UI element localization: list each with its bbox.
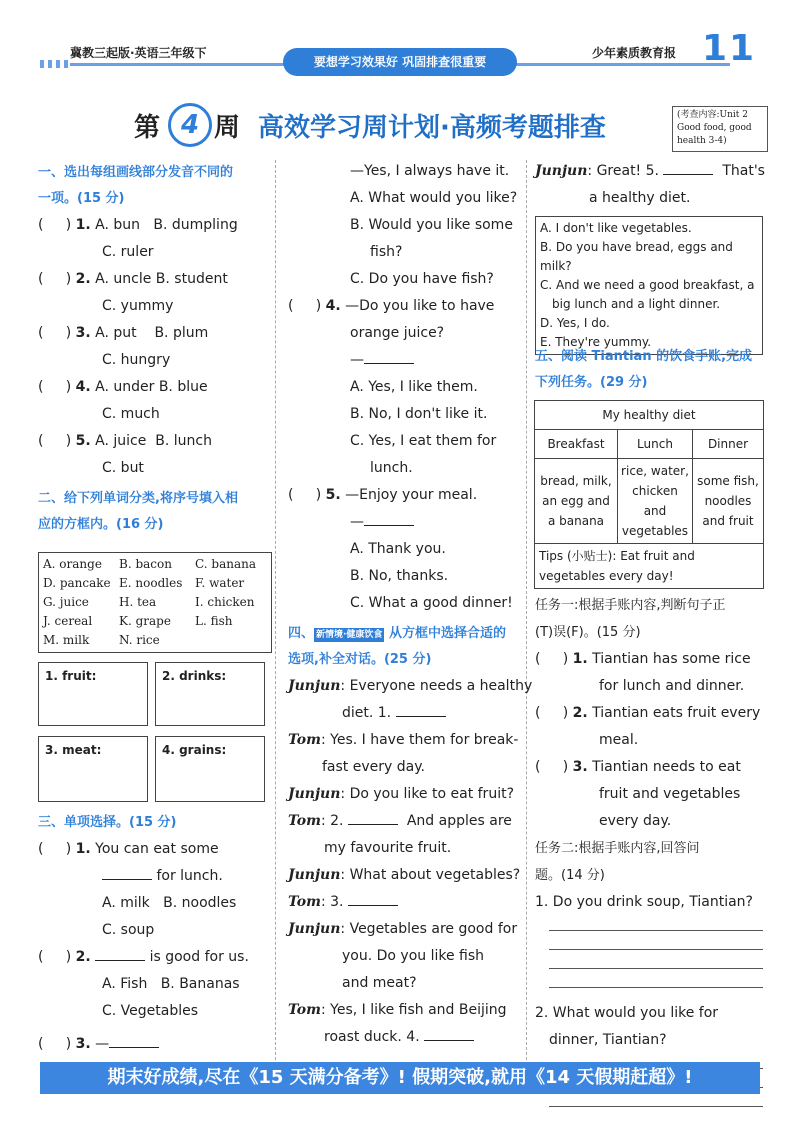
category-box-grains[interactable]: [155, 736, 265, 802]
question-text: meal.: [599, 732, 639, 748]
category-label: 4. grains:: [162, 743, 227, 757]
dialogue-line: [288, 862, 520, 889]
answer-blank[interactable]: [424, 1026, 474, 1041]
question-text: 2. What would you like for: [535, 1005, 719, 1021]
word: M. milk: [43, 633, 90, 647]
dialogue-text: That's: [722, 163, 765, 179]
question-number: 3.: [75, 325, 91, 341]
option-a: A. put: [95, 325, 137, 341]
speaker: Junjun: [288, 867, 341, 883]
option-c: C. ruler: [102, 244, 154, 260]
table-header: Dinner: [693, 430, 764, 459]
dialogue-text: and meat?: [342, 975, 417, 991]
dialogue-text: fast every day.: [322, 759, 425, 775]
question-number: 3.: [572, 759, 588, 775]
word-row: [43, 555, 267, 574]
week-number-badge: 4: [168, 103, 212, 147]
section-heading: 下列任务。(29 分): [535, 375, 648, 390]
speaker: Tom: [288, 732, 321, 748]
table-cell: some fish, noodles and fruit: [693, 459, 764, 544]
word-row: [43, 593, 267, 612]
week-prefix: 第: [134, 113, 161, 143]
option-a: A. What would you like?: [350, 190, 518, 206]
option-a: A. Yes, I like them.: [350, 379, 478, 395]
page-title: 高效学习周计划·高频考题排查: [258, 113, 606, 143]
category-label: 3. meat:: [45, 743, 102, 757]
speaker: Junjun: [288, 786, 341, 802]
task-heading: 任务二:根据手账内容,回答问: [535, 841, 700, 856]
option-b: B. Bananas: [160, 976, 240, 992]
question-number: 2.: [75, 949, 91, 965]
option-c: C. yummy: [102, 298, 174, 314]
option-c: C. hungry: [102, 352, 171, 368]
paper-name: 少年素质教育报: [592, 46, 677, 60]
word-row: [43, 612, 267, 631]
question-text: Tiantian needs to eat: [592, 759, 741, 775]
question-text: for lunch and dinner.: [599, 678, 745, 694]
dialogue-text: : Yes. I have them for break-: [320, 732, 519, 748]
question-text: dinner, Tiantian?: [549, 1032, 667, 1048]
section-heading: 选项,补全对话。(25 分): [288, 652, 432, 667]
list-item: ( ) 2. Tiantian eats fruit every: [535, 705, 761, 721]
option-a: A. under: [95, 379, 155, 395]
dialogue-text: you. Do you like fish: [342, 948, 485, 964]
dialogue-line: [288, 673, 533, 700]
section-number: 四、: [288, 626, 315, 641]
table-cell: bread, milk, an egg and a banana: [535, 459, 618, 544]
option-c: C. Yes, I eat them for: [350, 433, 497, 449]
question-number: 1.: [75, 217, 91, 233]
options-row: [38, 971, 270, 998]
dialogue-text: diet. 1.: [342, 705, 392, 721]
table-header: Lunch: [618, 430, 693, 459]
header-stripes: [40, 60, 70, 68]
list-item: ( ) 4. A. under B. blue: [38, 379, 208, 395]
word: L. fish: [195, 614, 233, 628]
option-b: B. student: [155, 271, 228, 287]
question-text: for lunch.: [156, 868, 223, 884]
question-number: 2.: [572, 705, 588, 721]
section-3: [38, 810, 270, 1058]
word-row: [43, 574, 267, 593]
option-b: B. Would you like some: [350, 217, 513, 233]
option-item: D. Yes, I do.: [540, 316, 610, 330]
option-c: C. much: [102, 406, 160, 422]
question-text: [288, 347, 520, 374]
table-title: My healthy diet: [535, 401, 764, 430]
options-row: [38, 890, 270, 917]
list-item: ( ) 4. —Do you like to have: [288, 298, 495, 314]
word-bank: [38, 552, 272, 653]
question-number: 5.: [75, 433, 91, 449]
option-b: B. blue: [158, 379, 208, 395]
word: N. rice: [119, 633, 160, 647]
task-heading: 题。(14 分): [535, 868, 605, 883]
option-item: C. And we need a good breakfast, a: [540, 278, 755, 292]
category-label: 2. drinks:: [162, 669, 227, 683]
section-heading: 二、给下列单词分类,将序号填入相: [38, 491, 238, 506]
question-number: 5.: [325, 487, 341, 503]
question-text: —: [95, 1036, 110, 1052]
option-item: A. I don't like vegetables.: [540, 221, 692, 235]
section-heading: 一项。(15 分): [38, 191, 125, 206]
answer-blank[interactable]: [364, 511, 414, 526]
word: E. noodles: [119, 576, 183, 590]
question-text: —Enjoy your meal.: [345, 487, 478, 503]
answer-lines[interactable]: [535, 916, 765, 992]
option-c-cont: lunch.: [370, 460, 413, 476]
table-header: Breakfast: [535, 430, 618, 459]
speaker: Junjun: [535, 163, 588, 179]
question-text: —Do you like to have: [345, 298, 495, 314]
dialogue-line: [288, 889, 520, 916]
week-suffix: 周: [214, 113, 241, 143]
section-5-heading: [535, 344, 765, 396]
speaker: Tom: [288, 813, 321, 829]
question-text: Tiantian eats fruit every: [592, 705, 761, 721]
list-item: ( ) 1. Tiantian has some rice: [535, 651, 751, 667]
question-number: 4.: [325, 298, 341, 314]
category-box-drinks[interactable]: [155, 662, 265, 726]
question-number: 3.: [75, 1036, 91, 1052]
option-item: E. They're yummy.: [540, 335, 652, 349]
word: H. tea: [119, 595, 157, 609]
list-item: ( ) 2. A. uncle B. student: [38, 271, 228, 287]
answer-blank[interactable]: [348, 810, 398, 825]
option-a: A. Fish: [102, 976, 148, 992]
dialogue-cont: [288, 700, 520, 727]
answer-blank[interactable]: [348, 891, 398, 906]
table-tips: Tips (小贴士): Eat fruit and vegetables every day!: [535, 544, 764, 589]
footer-banner: 期末好成绩,尽在《15 天满分备考》! 假期突破,就用《14 天假期赶超》!: [40, 1062, 760, 1094]
options-box: [535, 216, 763, 355]
option-c: C. soup: [102, 922, 155, 938]
question-text: [288, 509, 520, 536]
list-item: ( ) 2. is good for us.: [38, 944, 270, 971]
section-3-continued: [288, 158, 533, 1051]
option-b: B. No, I don't like it.: [350, 406, 488, 422]
section-1: [38, 160, 270, 538]
question-text: 1. Do you drink soup, Tiantian?: [535, 894, 753, 910]
answer-blank[interactable]: [396, 702, 446, 717]
scope-line: Good food, good: [677, 123, 752, 133]
dialogue-line: [288, 808, 520, 835]
dialogue-text: a healthy diet.: [589, 190, 691, 206]
option-c: C. Do you have fish?: [350, 271, 494, 287]
word: K. grape: [119, 614, 171, 628]
option-c: C. but: [102, 460, 144, 476]
dash: —: [350, 514, 364, 530]
section-heading: 一、选出每组画线部分发音不同的: [38, 165, 234, 180]
column-3: [535, 158, 765, 212]
word: B. bacon: [119, 557, 172, 571]
question-text: —Yes, I always have it.: [350, 163, 510, 179]
list-item: ( ) 3. —: [38, 1031, 270, 1058]
question-number: 4.: [75, 379, 91, 395]
option-a: A. juice: [95, 433, 147, 449]
speaker: Junjun: [288, 678, 341, 694]
dialogue-line: [288, 727, 520, 754]
section-5-tasks: [535, 592, 765, 1111]
option-item: B. Do you have bread, eggs and milk?: [540, 240, 733, 273]
dialogue-text: my favourite fruit.: [324, 840, 452, 856]
section-heading: 三、单项选择。(15 分): [38, 815, 177, 830]
page-number: 11: [702, 28, 757, 69]
dialogue-text: : 2.: [320, 813, 344, 829]
list-item: ( ) 3. Tiantian needs to eat: [535, 759, 741, 775]
word: D. pancake: [43, 576, 111, 590]
column-divider: [526, 160, 527, 1060]
question-text: orange juice?: [350, 325, 445, 341]
option-item-cont: big lunch and a light dinner.: [552, 297, 721, 311]
edition-label: 冀教三起版·英语三年级下: [70, 46, 207, 60]
question-number: 1.: [572, 651, 588, 667]
word: C. banana: [195, 557, 256, 571]
list-item: ( ) 3. A. put B. plum: [38, 325, 209, 341]
dialogue-text: : What about vegetables?: [340, 867, 521, 883]
context-tag: 新情境·健康饮食: [316, 630, 383, 640]
section-heading: 应的方框内。(16 分): [38, 517, 164, 532]
question-text: every day.: [599, 813, 672, 829]
question-number: 1.: [75, 841, 91, 857]
answer-blank[interactable]: [102, 865, 152, 880]
question-list: [38, 212, 270, 482]
option-b: B. plum: [154, 325, 209, 341]
dialogue-text: And apples are: [406, 813, 512, 829]
section-heading: 五、阅读 Tiantian 的饮食手账,完成: [535, 349, 753, 364]
diet-table: [534, 400, 764, 589]
word: A. orange: [43, 557, 102, 571]
category-label: 1. fruit:: [45, 669, 97, 683]
option-a: A. Thank you.: [350, 541, 446, 557]
word: J. cereal: [43, 614, 93, 628]
question-text: fruit and vegetables: [599, 786, 741, 802]
table-cell: rice, water, chicken and vegetables: [618, 459, 693, 544]
dialogue-text: roast duck. 4.: [324, 1029, 420, 1045]
option-b: B. lunch: [155, 433, 212, 449]
dialogue-line: [288, 997, 520, 1024]
column-divider: [275, 160, 276, 1060]
list-item: ( ) 1. You can eat some: [38, 841, 219, 857]
section-heading: [288, 621, 520, 647]
option-b: B. No, thanks.: [350, 568, 449, 584]
dialogue-text: : Everyone needs a healthy: [340, 678, 533, 694]
heading-text: 从方框中选择合适的: [388, 626, 506, 641]
scope-box: [672, 106, 768, 152]
word: F. water: [195, 576, 245, 590]
dialogue-text: : Vegetables are good for: [340, 921, 518, 937]
answer-blank[interactable]: [663, 160, 713, 175]
word: I. chicken: [195, 595, 255, 609]
option-b: B. dumpling: [153, 217, 238, 233]
category-box-meat[interactable]: [38, 736, 148, 802]
question-number: 2.: [75, 271, 91, 287]
option-c: C. What a good dinner!: [350, 595, 513, 611]
answer-blank[interactable]: [109, 1033, 159, 1048]
task-heading: 任务一:根据手账内容,判断句子正: [535, 598, 726, 613]
answer-blank[interactable]: [95, 946, 145, 961]
option-c: C. Vegetables: [102, 1003, 199, 1019]
task-heading: (T)误(F)。(15 分): [535, 625, 641, 640]
dialogue-line: [288, 781, 520, 808]
question-text: Tiantian has some rice: [592, 651, 751, 667]
dialogue-text: : 3.: [320, 894, 344, 910]
speaker: Tom: [288, 1002, 321, 1018]
option-b-cont: fish?: [370, 244, 403, 260]
speaker: Tom: [288, 894, 321, 910]
dialogue-line: [288, 916, 520, 943]
dialogue-text: : Great! 5.: [587, 163, 659, 179]
category-box-fruit[interactable]: [38, 662, 148, 726]
scope-line: health 3-4): [677, 136, 727, 146]
option-a: A. bun: [95, 217, 141, 233]
slogan-banner: 要想学习效果好 巩固排查很重要: [283, 48, 517, 76]
word: G. juice: [43, 595, 89, 609]
list-item: ( ) 5. —Enjoy your meal.: [288, 487, 478, 503]
option-a: A. uncle: [95, 271, 152, 287]
list-item: ( ) 5. A. juice B. lunch: [38, 433, 212, 449]
dialogue-text: : Yes, I like fish and Beijing: [320, 1002, 507, 1018]
word-row: [43, 631, 267, 650]
dialogue-line: [535, 158, 765, 185]
answer-blank[interactable]: [364, 349, 414, 364]
question-text: You can eat some: [95, 841, 219, 857]
dialogue-text: : Do you like to eat fruit?: [340, 786, 514, 802]
scope-line: (考查内容:Unit 2: [677, 110, 749, 120]
option-b: B. noodles: [163, 895, 237, 911]
dash: —: [350, 352, 364, 368]
speaker: Junjun: [288, 921, 341, 937]
question-text: is good for us.: [149, 949, 249, 965]
list-item: ( ) 1. A. bun B. dumpling: [38, 217, 238, 233]
dialogue-cont: [288, 1024, 520, 1051]
option-a: A. milk: [102, 895, 150, 911]
question-text-cont: [38, 863, 270, 890]
